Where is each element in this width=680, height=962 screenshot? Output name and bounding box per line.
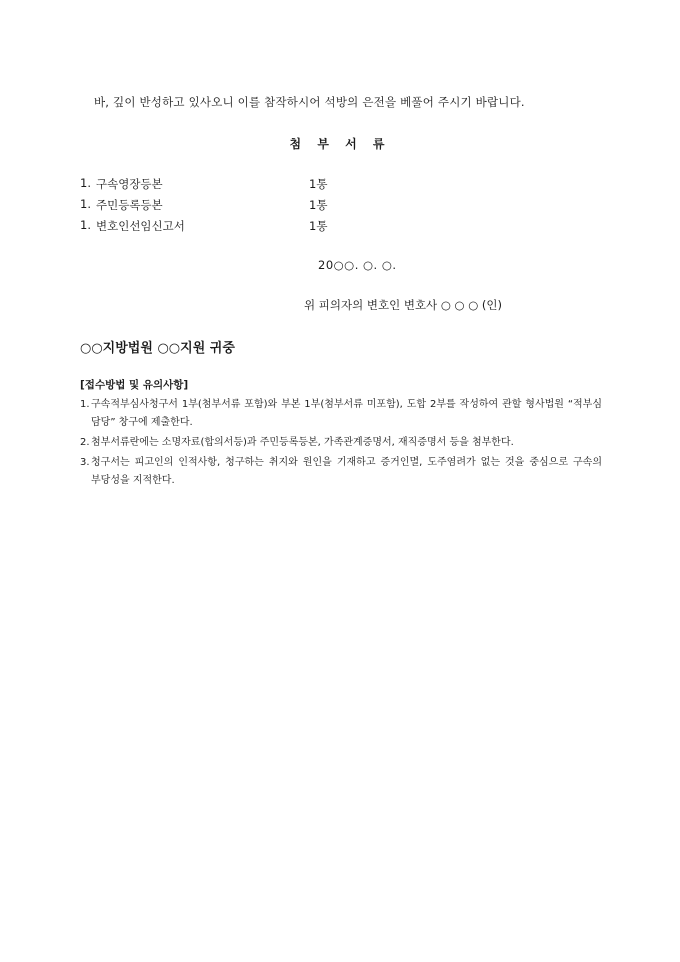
- notes-title: [접수방법 및 유의사항]: [80, 379, 189, 391]
- attachment-number: 1.: [80, 218, 91, 232]
- intro-line: 바, 깊이 반성하고 있사오니 이를 참작하시어 석방의 은전을 베풀어 주시기 바랍니다.: [94, 95, 525, 109]
- note-item: [80, 396, 602, 432]
- signature-line: 위 피의자의 변호인 변호사 ○ ○ ○ (인): [304, 298, 502, 312]
- note-item: [80, 454, 602, 490]
- attachment-quantity: 1통: [309, 198, 328, 212]
- attachment-number: 1.: [80, 176, 91, 190]
- attachment-quantity: 1통: [309, 177, 328, 191]
- note-number: 3.: [80, 457, 90, 468]
- note-text: 청구서는 피고인의 인적사항, 청구하는 취지와 원인을 기재하고 증거인멸, 도주염려가 없는 것을 중심으로 구속의 부당성을 지적한다.: [91, 457, 602, 486]
- attachment-name: 구속영장등본: [96, 177, 163, 191]
- attachment-name: 변호인선임신고서: [96, 219, 185, 233]
- attachments-title: 첨 부 서 류: [289, 137, 391, 151]
- notes-list: [80, 396, 602, 492]
- attachment-item: [80, 218, 380, 239]
- attachment-item: [80, 176, 380, 197]
- note-text: 첨부서류란에는 소명자료(합의서등)과 주민등록등본, 가족관계증명서, 재직증명서 등을 첨부한다.: [91, 437, 514, 448]
- note-item: [80, 434, 602, 452]
- note-number: 1.: [80, 399, 90, 410]
- attachments-list: [80, 176, 380, 239]
- attachment-quantity: 1통: [309, 219, 328, 233]
- court-addressee: ○○지방법원 ○○지원 귀중: [80, 341, 235, 356]
- attachment-name: 주민등록등본: [96, 198, 163, 212]
- attachment-item: [80, 197, 380, 218]
- document-date: 20○○. ○. ○.: [318, 258, 397, 272]
- attachment-number: 1.: [80, 197, 91, 211]
- note-number: 2.: [80, 437, 90, 448]
- note-text: 구속적부심사청구서 1부(첨부서류 포함)와 부본 1부(첨부서류 미포함), 도합 2부를 작성하여 관할 형사법원 “적부심 담당” 창구에 제출한다.: [91, 399, 602, 428]
